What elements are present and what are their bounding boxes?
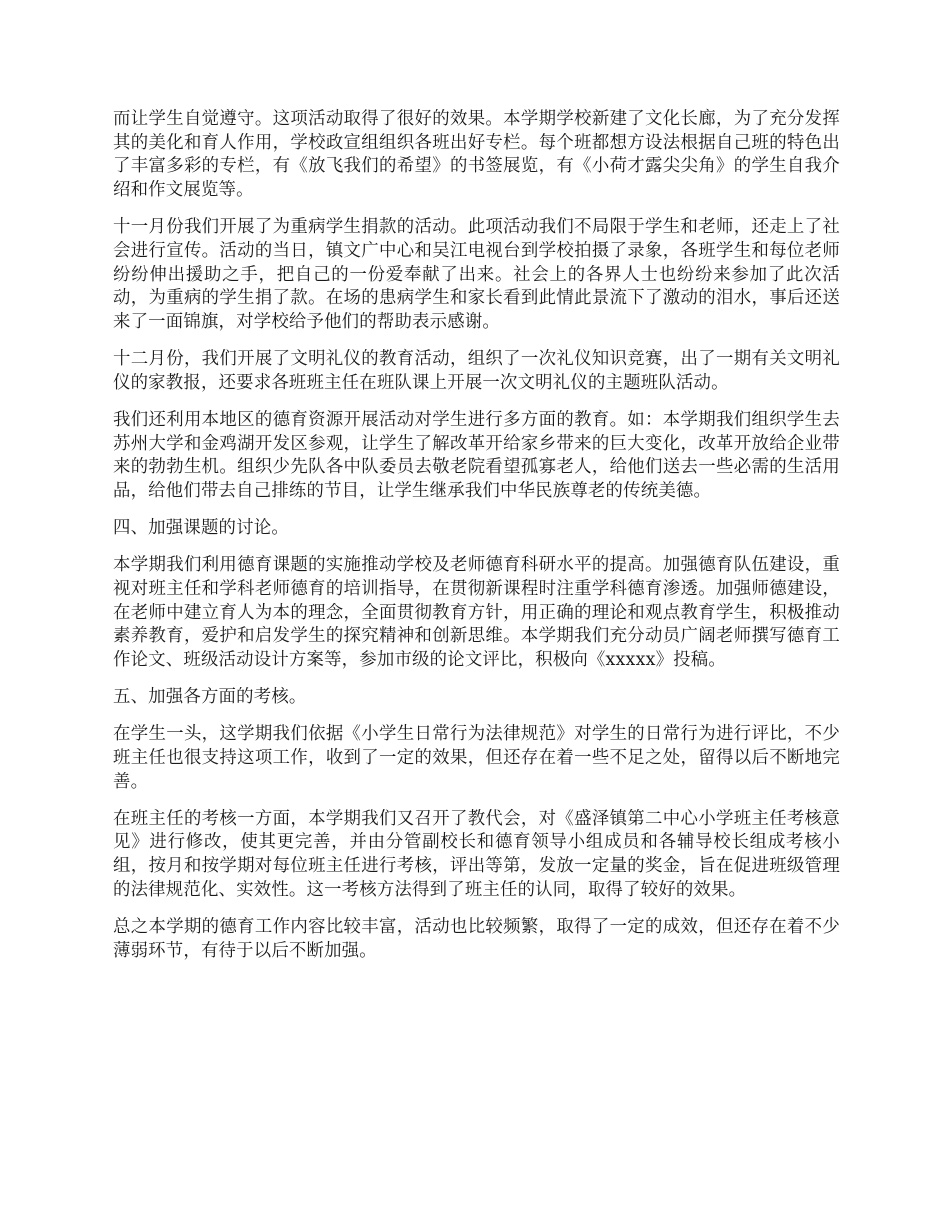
paragraph-teacher-assessment: 在班主任的考核一方面，本学期我们又召开了教代会，对《盛泽镇第二中心小学班主任考核意见》进行修改，使其更完善，并由分管副校长和德育领导小组成员和各辅导校长组成考核小组，按月和按学期对每位班主任进行考核，评出等第，发放一定量的奖金，旨在促进班级管理的法律规范化、实效性。这一考核方法得到了班主任的认同，取得了较好的效果。: [113, 808, 840, 900]
paragraph-research: 本学期我们利用德育课题的实施推动学校及老师德育科研水平的提高。加强德育队伍建设，重视对班主任和学科老师德育的培训指导，在贯彻新课程时注重学科德育渗透。加强师德建设，在老师中建立育人为本的理念，全面贯彻教育方针，用正确的理论和观点教育学生，积极推动素养教育，爱护和启发学生的探究精神和创新思维。本学期我们充分动员广阔老师撰写德育工作论文、班级活动设计方案等，参加市级的论文评比，积极向《xxxxx》投稿。: [113, 555, 840, 671]
section-heading-assessment: 五、加强各方面的考核。: [113, 687, 307, 708]
paragraph-november-donation: 十一月份我们开展了为重病学生捐款的活动。此项活动我们不局限于学生和老师，还走上了社会进行宣传。活动的当日，镇文广中心和吴江电视台到学校拍摄了录象，各班学生和每位老师纷纷伸出援助之手，把自己的一份爱奉献了出来。社会上的各界人士也纷纷来参加了此次活动，为重病的学生捐了款。在场的患病学生和家长看到此情此景流下了激动的泪水，事后还送来了一面锦旗，对学校给予他们的帮助表示感谢。: [113, 217, 840, 333]
section-heading-research: 四、加强课题的讨论。: [113, 518, 289, 539]
paragraph-conclusion: 总之本学期的德育工作内容比较丰富，活动也比较频繁，取得了一定的成效，但还存在着不少薄弱环节，有待于以后不断加强。: [113, 916, 840, 961]
paragraph-student-assessment: 在学生一头，这学期我们依据《小学生日常行为法律规范》对学生的日常行为进行评比，不少班主任也很支持这项工作，收到了一定的效果，但还存在着一些不足之处，留得以后不断地完善。: [113, 724, 840, 792]
paragraph-culture-corridor: 而让学生自觉遵守。这项活动取得了很好的效果。本学期学校新建了文化长廊，为了充分发挥其的美化和育人作用，学校政宣组组织各班出好专栏。每个班都想方设法根据自己班的特色出了丰富多彩的专栏，有《放飞我们的希望》的书签展览，有《小荷才露尖尖角》的学生自我介绍和作文展览等。: [113, 109, 840, 201]
document-body: [113, 108, 840, 977]
paragraph-december-etiquette: 十二月份，我们开展了文明礼仪的教育活动，组织了一次礼仪知识竞赛，出了一期有关文明礼仪的家教报，还要求各班班主任在班队课上开展一次文明礼仪的主题班队活动。: [113, 349, 840, 393]
paragraph-local-resources: 我们还利用本地区的德育资源开展活动对学生进行多方面的教育。如：本学期我们组织学生去苏州大学和金鸡湖开发区参观，让学生了解改革开给家乡带来的巨大变化，改革开放给企业带来的勃勃生机。组织少先队各中队委员去敬老院看望孤寡老人，给他们送去一些必需的生活用品，给他们带去自己排练的节目，让学生继承我们中华民族尊老的传统美德。: [113, 409, 840, 502]
